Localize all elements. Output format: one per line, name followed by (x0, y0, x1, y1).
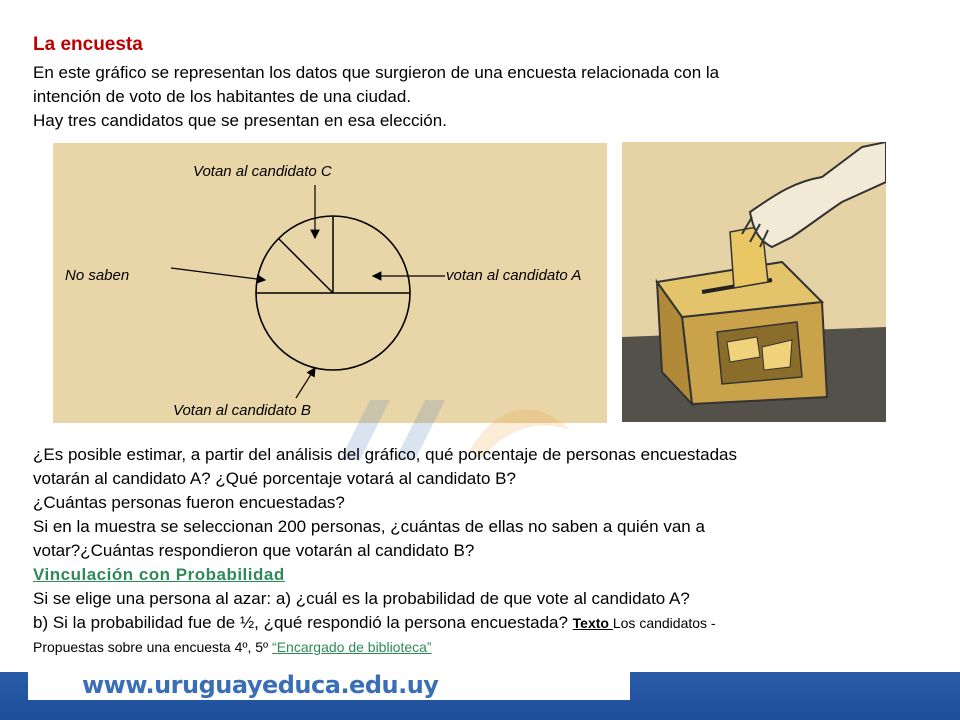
page-title: La encuesta (33, 34, 143, 55)
pie-diagram-panel (53, 143, 607, 423)
question-3a: Si en la muestra se seleccionan 200 personas, ¿cuántas de ellas no saben a quién van a (33, 517, 705, 536)
ballot-illustration (622, 142, 886, 422)
question-4: Si se elige una persona al azar: a) ¿cuál es la probabilidad de que vote al candidato A? (33, 589, 690, 608)
footer-url[interactable]: www.uruguayeduca.edu.uy (82, 671, 439, 699)
probabilidad-link[interactable]: Vinculación con Probabilidad (33, 565, 285, 584)
biblioteca-link[interactable]: “Encargado de biblioteca” (272, 639, 432, 655)
label-no-saben: No saben (65, 267, 130, 284)
arrow-nosaben (171, 268, 265, 280)
question-5: b) Si la probabilidad fue de ½, ¿qué respondió la persona encuestada? (33, 613, 573, 632)
question-5-line (33, 611, 737, 635)
intro-line-1: En este gráfico se representan los datos que surgieron de una encuesta relacionada con la (33, 63, 720, 82)
pie-radius-diagonal (279, 239, 334, 294)
question-2: ¿Cuántas personas fueron encuestadas? (33, 493, 345, 512)
question-3b: votar?¿Cuántas respondieron que votarán al candidato B? (33, 541, 475, 560)
last-line (33, 635, 737, 659)
question-1b: votarán al candidato A? ¿Qué porcentaje votará al candidato B? (33, 469, 516, 488)
intro-line-2: intención de voto de los habitantes de una ciudad. (33, 87, 412, 106)
propuestas-text: Propuestas sobre una encuesta 4º, 5º (33, 639, 273, 655)
intro-line-3: Hay tres candidatos que se presentan en esa elección. (33, 111, 447, 130)
ballot-box-image (622, 142, 886, 422)
label-candidato-b: Votan al candidato B (173, 402, 311, 419)
intro-text (33, 61, 719, 133)
pie-diagram (53, 143, 607, 423)
texto-rest: Los candidatos - (612, 615, 716, 631)
label-candidato-c: Votan al candidato C (193, 163, 332, 180)
label-candidato-a: votan al candidato A (446, 267, 582, 284)
question-1a: ¿Es posible estimar, a partir del análisis del gráfico, qué porcentaje de personas encuestadas (33, 445, 738, 464)
texto-link[interactable]: Texto (572, 615, 613, 631)
questions-text (33, 443, 737, 659)
